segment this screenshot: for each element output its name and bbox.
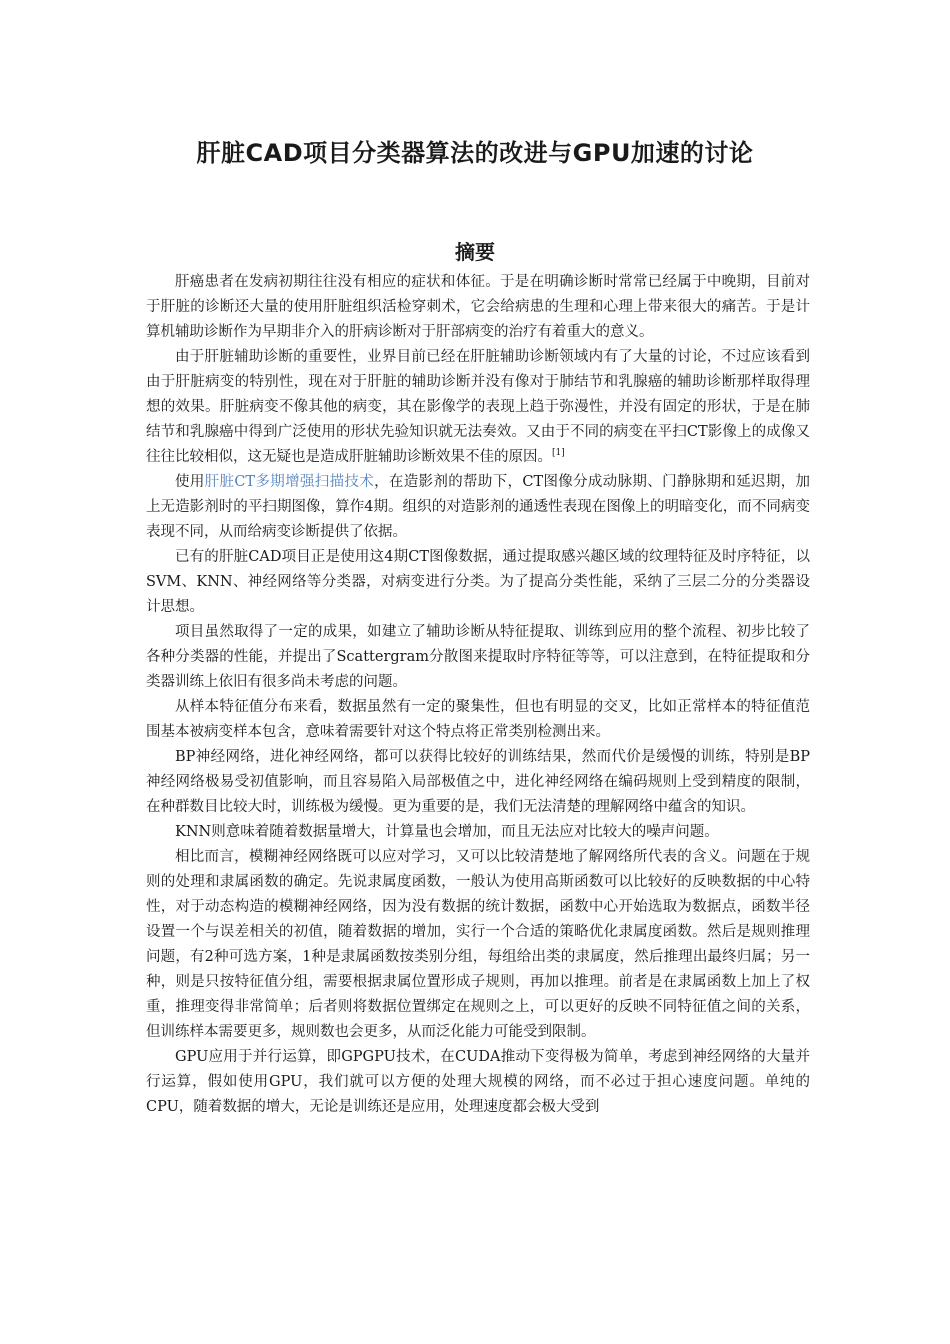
paragraph-2 (146, 345, 810, 470)
paragraph-8: KNN则意味着随着数据量增大，计算量也会增加，而且无法应对比较大的噪声问题。 (175, 824, 719, 840)
paragraph-7: BP神经网络，进化神经网络，都可以获得比较好的训练结果，然而代价是缓慢的训练，特别是BP神经网络极易受初值影响，而且容易陷入局部极值之中，进化神经网络在编码规则上受到精度的限制，在种群数目比较大时，训练极为缓慢。更为重要的是，我们无法清楚的理解网络中蕴含的知识。 (146, 749, 810, 815)
paragraph-10: GPU应用于并行运算，即GPGPU技术，在CUDA推动下变得极为简单，考虑到神经网络的大量并行运算，假如使用GPU，我们就可以方便的处理大规模的网络，而不必过于担心速度问题。单纯的CPU，随着数据的增大，无论是训练还是应用，处理速度都会极大受到 (146, 1049, 810, 1115)
paragraph-3 (146, 470, 810, 545)
paragraph-4: 已有的肝脏CAD项目正是使用这4期CT图像数据，通过提取感兴趣区域的纹理特征及时序特征，以SVM、KNN、神经网络等分类器，对病变进行分类。为了提高分类性能，采纳了三层二分的分类器设计思想。 (146, 549, 810, 615)
document-title: 肝脏CAD项目分类器算法的改进与GPU加速的讨论 (196, 139, 754, 167)
paragraph-6: 从样本特征值分布来看，数据虽然有一定的聚集性，但也有明显的交叉，比如正常样本的特征值范围基本被病变样本包含，意味着需要针对这个特点将正常类别检测出来。 (146, 699, 810, 740)
paragraph-3-rest: ，在造影剂的帮助下，CT图像分成动脉期、门静脉期和延迟期，加上无造影剂时的平扫期图像，算作4期。组织的对造影剂的通透性表现在图像上的明暗变化，而不同病变表现不同，从而给病变诊断提供了依据。 (146, 474, 811, 540)
paragraph-3-lead: 使用 (175, 474, 205, 490)
paragraph-9: 相比而言，模糊神经网络既可以应对学习，又可以比较清楚地了解网络所代表的含义。问题在于规则的处理和隶属函数的确定。先说隶属度函数，一般认为使用高斯函数可以比较好的反映数据的中心特性，对于动态构造的模糊神经网络，因为没有数据的统计数据，函数中心开始选取为数据点，函数半径设置一个与误差相关的初值，随着数据的增加，实行一个合适的策略优化隶属度函数。然后是规则推理问题，有2种可选方案，1种是隶属函数按类别分组，每组给出类的隶属度，然后推理出最终归属；另一种，则是只按特征值分组，需要根据隶属位置形成子规则，再加以推理。前者是在隶属函数上加上了权重，推理变得非常简单；后者则将数据位置绑定在规则之上，可以更好的反映不同特征值之间的关系，但训练样本需要更多，规则数也会更多，从而泛化能力可能受到限制。 (146, 849, 810, 1040)
ct-technique-link[interactable]: 肝脏CT多期增强扫描技术 (204, 474, 375, 490)
abstract-body (146, 270, 810, 1120)
paragraph-1: 肝癌患者在发病初期往往没有相应的症状和体征。于是在明确诊断时常常已经属于中晚期，目前对于肝脏的诊断还大量的使用肝脏组织活检穿刺术，它会给病患的生理和心理上带来很大的痛苦。于是计算机辅助诊断作为早期非介入的肝病诊断对于肝部病变的治疗有着重大的意义。 (146, 274, 810, 340)
paragraph-5: 项目虽然取得了一定的成果，如建立了辅助诊断从特征提取、训练到应用的整个流程、初步比较了各种分类器的性能，并提出了Scattergram分散图来提取时序特征等等，可以注意到，在特征提取和分类器训练上依旧有很多尚未考虑的问题。 (146, 624, 810, 690)
paragraph-2-text: 由于肝脏辅助诊断的重要性，业界目前已经在肝脏辅助诊断领域内有了大量的讨论，不过应该看到由于肝脏病变的特别性，现在对于肝脏的辅助诊断并没有像对于肺结节和乳腺癌的辅助诊断那样取得理想的效果。肝脏病变不像其他的病变，其在影像学的表现上趋于弥漫性，并没有固定的形状，于是在肺结节和乳腺癌中得到广泛使用的形状先验知识就无法奏效。又由于不同的病变在平扫CT影像上的成像又往往比较相似，这无疑也是造成肝脏辅助诊断效果不佳的原因。 (146, 349, 810, 465)
abstract-heading: 摘要 (455, 240, 495, 264)
citation-mark[interactable]: [1] (552, 448, 565, 459)
